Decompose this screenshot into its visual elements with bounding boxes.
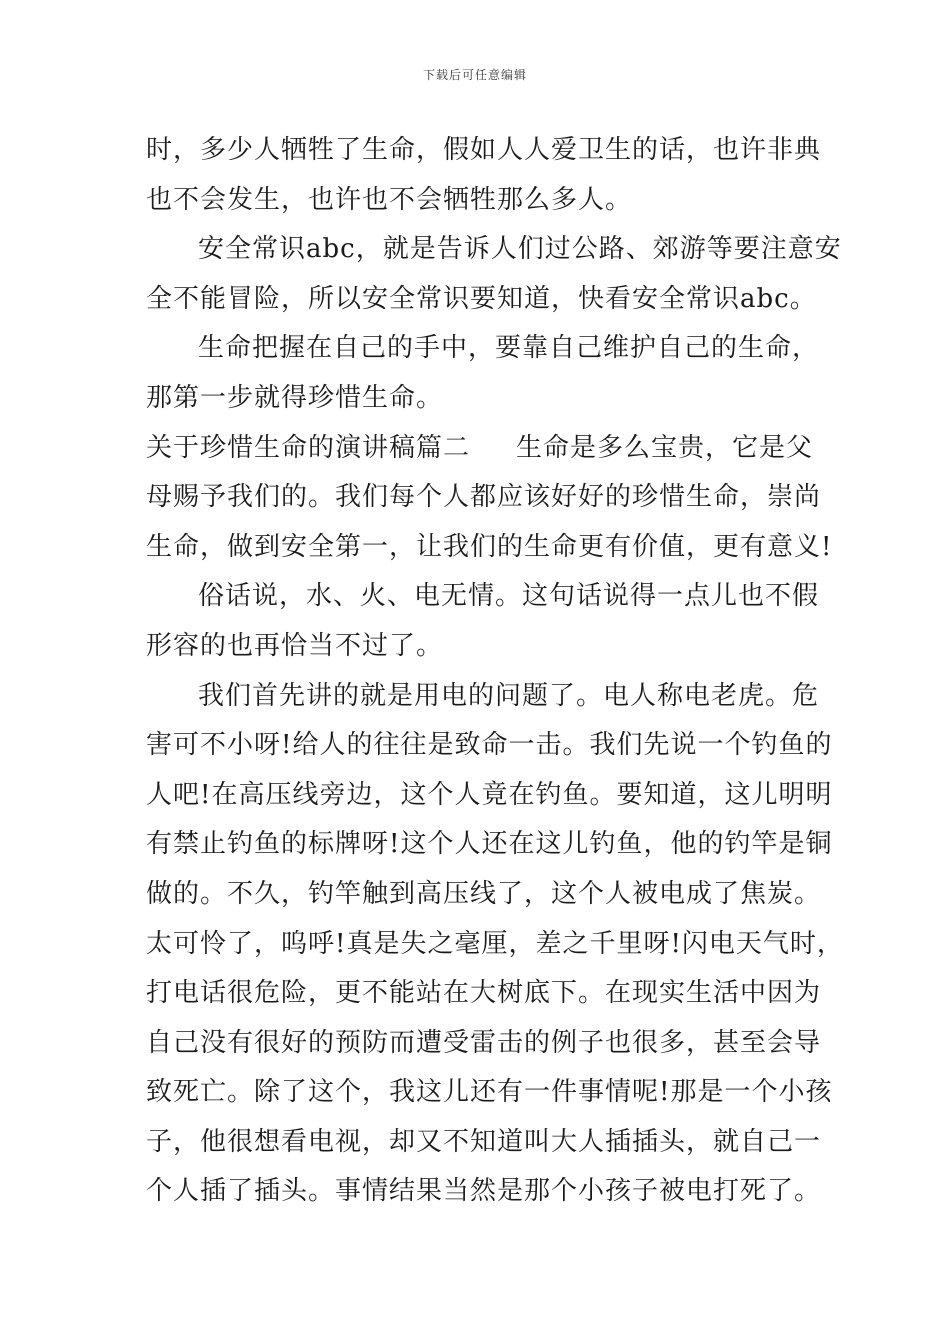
text-line: 生命是多么宝贵，它是父 xyxy=(516,432,814,463)
text-line: 生命，做到安全第一，让我们的生命更有价值，更有意义! xyxy=(146,531,833,562)
text-line: 也不会发生，也许也不会牺牲那么多人。 xyxy=(146,184,633,215)
text-line: 时，多少人牺牲了生命，假如人人爱卫生的话，也许非典 xyxy=(146,135,822,165)
text-line: 人吧!在高压线旁边，这个人竟在钓鱼。要知道，这儿明明 xyxy=(146,779,833,810)
text-line: 俗话说，水、火、电无情。这句话说得一点儿也不假 xyxy=(198,581,820,612)
text-line: 有禁止钓鱼的标牌呀!这个人还在这儿钓鱼，他的钓竿是铜 xyxy=(146,829,833,860)
text-line: 打电话很危险，更不能站在大树底下。在现实生活中因为 xyxy=(146,978,822,1009)
text-line: 子，他很想看电视，却又不知道叫大人插插头，就自己一 xyxy=(146,1126,822,1157)
section-heading: 关于珍惜生命的演讲稿篇二 xyxy=(146,432,471,463)
page-header: 下载后可任意编辑 xyxy=(422,68,527,82)
text-line: 害可不小呀!给人的往往是致命一击。我们先说一个钓鱼的 xyxy=(146,730,833,761)
text-line: 太可怜了，呜呼!真是失之毫厘，差之千里呀!闪电天气时， xyxy=(146,928,844,959)
text-line: 做的。不久，钓竿触到高压线了，这个人被电成了焦炭。 xyxy=(146,878,822,909)
text-line: 形容的也再恰当不过了。 xyxy=(146,630,444,661)
text-line: 致死亡。除了这个，我这儿还有一件事情呢!那是一个小孩 xyxy=(146,1077,833,1108)
text-line: 安全常识abc，就是告诉人们过公路、郊游等要注意安 xyxy=(198,234,842,265)
text-line: 母赐予我们的。我们每个人都应该好好的珍惜生命，崇尚 xyxy=(146,482,822,513)
text-line: 全不能冒险，所以安全常识要知道，快看安全常识abc。 xyxy=(146,283,817,314)
text-line: 生命把握在自己的手中，要靠自己维护自己的生命， xyxy=(198,333,820,364)
document-body xyxy=(146,126,844,1217)
text-line: 那第一步就得珍惜生命。 xyxy=(146,382,444,413)
text-line: 个人插了插头。事情结果当然是那个小孩子被电打死了。 xyxy=(146,1176,822,1207)
section-heading-line xyxy=(146,424,814,474)
text-line: 自己没有很好的预防而遭受雷击的例子也很多，甚至会导 xyxy=(146,1027,822,1058)
text-line: 我们首先讲的就是用电的问题了。电人称电老虎。危 xyxy=(198,680,820,711)
